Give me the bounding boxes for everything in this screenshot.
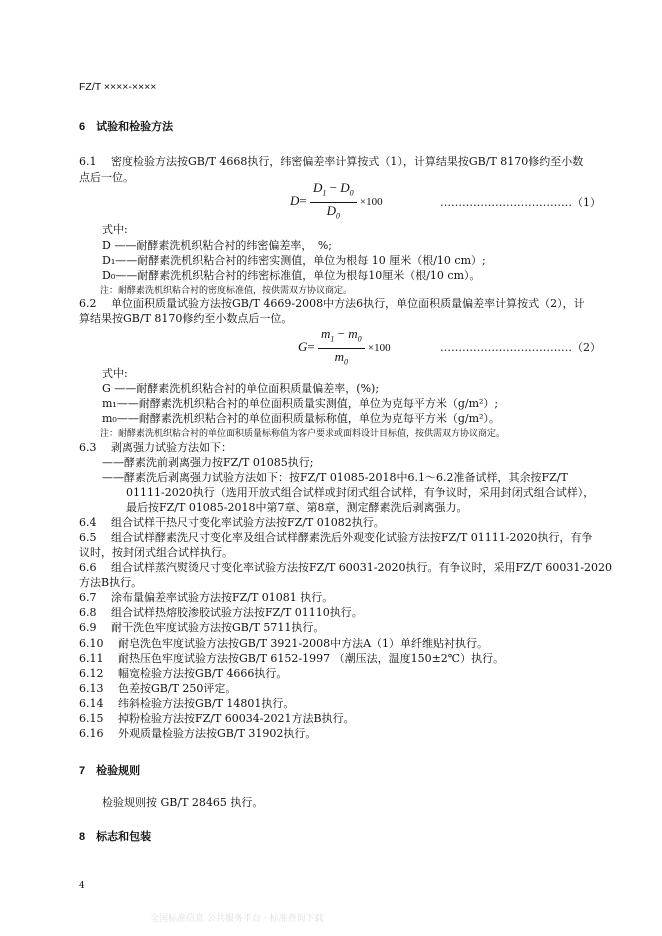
clause-6-13: 6.13 色差按GB/T 250评定。 <box>79 682 237 695</box>
section-7-body: 检验规则按 GB/T 28465 执行。 <box>102 796 264 809</box>
symbol-m1-def: m₁——耐酵素洗机织粘合衬的单位面积质量实测值，单位为克每平方米（g/m²）; <box>102 397 499 410</box>
clause-6-3: 6.3 剥离强力试验方法如下： <box>79 441 232 454</box>
clause-6-11: 6.11 耐热压色牢度试验方法按GB/T 6152-1997 （潮压法，温度150±2℃）执行。 <box>79 652 505 665</box>
formula-2 <box>298 327 391 369</box>
formula-2-fraction <box>318 327 365 369</box>
section-8-title: 8 标志和包装 <box>79 831 152 843</box>
document-code: FZ/T ××××-×××× <box>79 81 157 93</box>
symbol-d1-def: D₁——耐酵素洗机织粘合衬的纬密实测值，单位为根每 10 厘米（根/10 cm）; <box>102 254 486 267</box>
formula-1-lhs: D <box>290 193 300 209</box>
clause-6-2-line2: 算结果按GB/T 8170修约至小数点后一位。 <box>79 312 293 325</box>
section-6-title: 6 试验和检验方法 <box>79 121 174 133</box>
formula-2-equals: = <box>307 339 315 355</box>
clause-6-3-item-b-line2: 01111-2020执行（选用开放式组合试样或封闭式组合试样，有争议时，采用封闭式组合试样）， <box>126 486 595 499</box>
formula-1-den: D <box>326 202 336 218</box>
where-label-2: 式中: <box>102 367 128 380</box>
formula-1-num-a: D <box>312 180 323 195</box>
formula-2-num-b: m <box>348 326 358 341</box>
clause-6-2-line1: 6.2 单位面积质量试验方法按GB/T 4669-2008中方法6执行，单位面积质量偏差率计算按式（2），计 <box>79 297 585 310</box>
clause-6-5-line2: 议时，按封闭式组合试样执行。 <box>79 546 233 559</box>
clause-6-5-line1: 6.5 组合试样酵素洗尺寸变化率及组合试样酵素洗后外观变化试验方法按FZ/T 01111-2020执行，有争 <box>79 531 593 544</box>
formula-1-fraction <box>310 181 357 223</box>
formula-2-minus: − <box>334 326 349 341</box>
where-label-1: 式中: <box>102 223 128 236</box>
formula-1-minus: − <box>326 180 341 195</box>
formula-1-equals: = <box>299 193 307 209</box>
clause-6-14: 6.14 纬斜检验方法按GB/T 14801执行。 <box>79 697 295 710</box>
clause-6-10: 6.10 耐皂洗色牢度试验方法按GB/T 3921-2008中方法A（1）单纤维贴衬执行。 <box>79 637 489 650</box>
clause-6-16: 6.16 外观质量检验方法按GB/T 31902执行。 <box>79 727 317 740</box>
formula-2-den-sub: 0 <box>343 357 348 367</box>
formula-1-num-b: D <box>340 180 350 195</box>
clause-6-3-item-b-line1: ——酵素洗后剥离强力试验方法如下：按FZ/T 01085-2018中6.1～6.2准备试样，其余按FZ/T <box>102 471 568 484</box>
formula-2-num-b-sub: 0 <box>357 334 362 344</box>
formula-2-multiplier: ×100 <box>367 342 391 355</box>
watermark: 全国标准信息 公共服务平台 · 标准查询下载 <box>150 914 324 924</box>
section-7-title: 7 检验规则 <box>79 765 141 777</box>
symbol-d-def: D ——耐酵素洗机织粘合衬的纬密偏差率， %; <box>102 239 332 252</box>
clause-6-1-line2: 点后一位。 <box>79 171 134 184</box>
clause-6-6-line1: 6.6 组合试样蒸汽熨烫尺寸变化率试验方法按FZ/T 60031-2020执行。有争议时，采用FZ/T 60031-2020 <box>79 561 613 574</box>
clause-6-1-line1: 6.1 密度检验方法按GB/T 4668执行，纬密偏差率计算按式（1），计算结果按GB/T 8170修约至小数 <box>79 155 584 168</box>
formula-2-num-a-sub: 1 <box>330 334 335 344</box>
formula-1-multiplier: ×100 <box>359 196 383 209</box>
clause-6-15: 6.15 掉粉检验方法按FZ/T 60034-2021方法B执行。 <box>79 712 355 725</box>
formula-1 <box>290 181 383 223</box>
clause-6-3-item-a: ——酵素洗前剥离强力按FZ/T 01085执行; <box>102 456 314 469</box>
formula-1-num-a-sub: 1 <box>322 188 327 198</box>
formula-2-number: ………………………………（2） <box>440 341 601 354</box>
clause-6-4: 6.4 组合试样干热尺寸变化率试验方法按FZ/T 01082执行。 <box>79 516 385 529</box>
symbol-m0-def: m₀——耐酵素洗机织粘合衬的单位面积质量标称值，单位为克每平方米（g/m²）。 <box>102 412 500 425</box>
clause-6-12: 6.12 幅宽检验方法按GB/T 4666执行。 <box>79 667 288 680</box>
formula-1-den-sub: 0 <box>335 211 340 221</box>
symbol-g-def: G ——耐酵素洗机织粘合衬的单位面积质量偏差率，(%); <box>102 382 380 395</box>
note-1: 注：耐酵素洗机织粘合衬的密度标准值，按供需双方协议商定。 <box>100 286 353 296</box>
formula-2-lhs: G <box>298 339 308 355</box>
formula-2-den: m <box>334 348 344 364</box>
clause-6-9: 6.9 耐干洗色牢度试验方法按GB/T 5711执行。 <box>79 621 325 634</box>
note-2: 注：耐酵素洗机织粘合衬的单位面积质量标称值为客户要求或面料设计目标值，按供需双方协议商定。 <box>100 429 506 439</box>
formula-2-num-a: m <box>320 326 331 341</box>
page-number: 4 <box>79 881 85 891</box>
clause-6-3-item-b-line3: 最后按FZ/T 01085-2018中第7章、第8章，测定酵素洗后剥离强力。 <box>126 501 468 514</box>
clause-6-8: 6.8 组合试样热熔胶渗胶试验方法按FZ/T 01110执行。 <box>79 606 363 619</box>
symbol-d0-def: D₀——耐酵素洗机织粘合衬的纬密标准值，单位为根每10厘米（根/10 cm）。 <box>102 269 481 282</box>
clause-6-6-line2: 方法B执行。 <box>79 576 143 589</box>
clause-6-7: 6.7 涂布量偏差率试验方法按FZ/T 01081 执行。 <box>79 591 334 604</box>
formula-1-number: ………………………………（1） <box>440 196 601 209</box>
formula-1-num-b-sub: 0 <box>349 188 354 198</box>
